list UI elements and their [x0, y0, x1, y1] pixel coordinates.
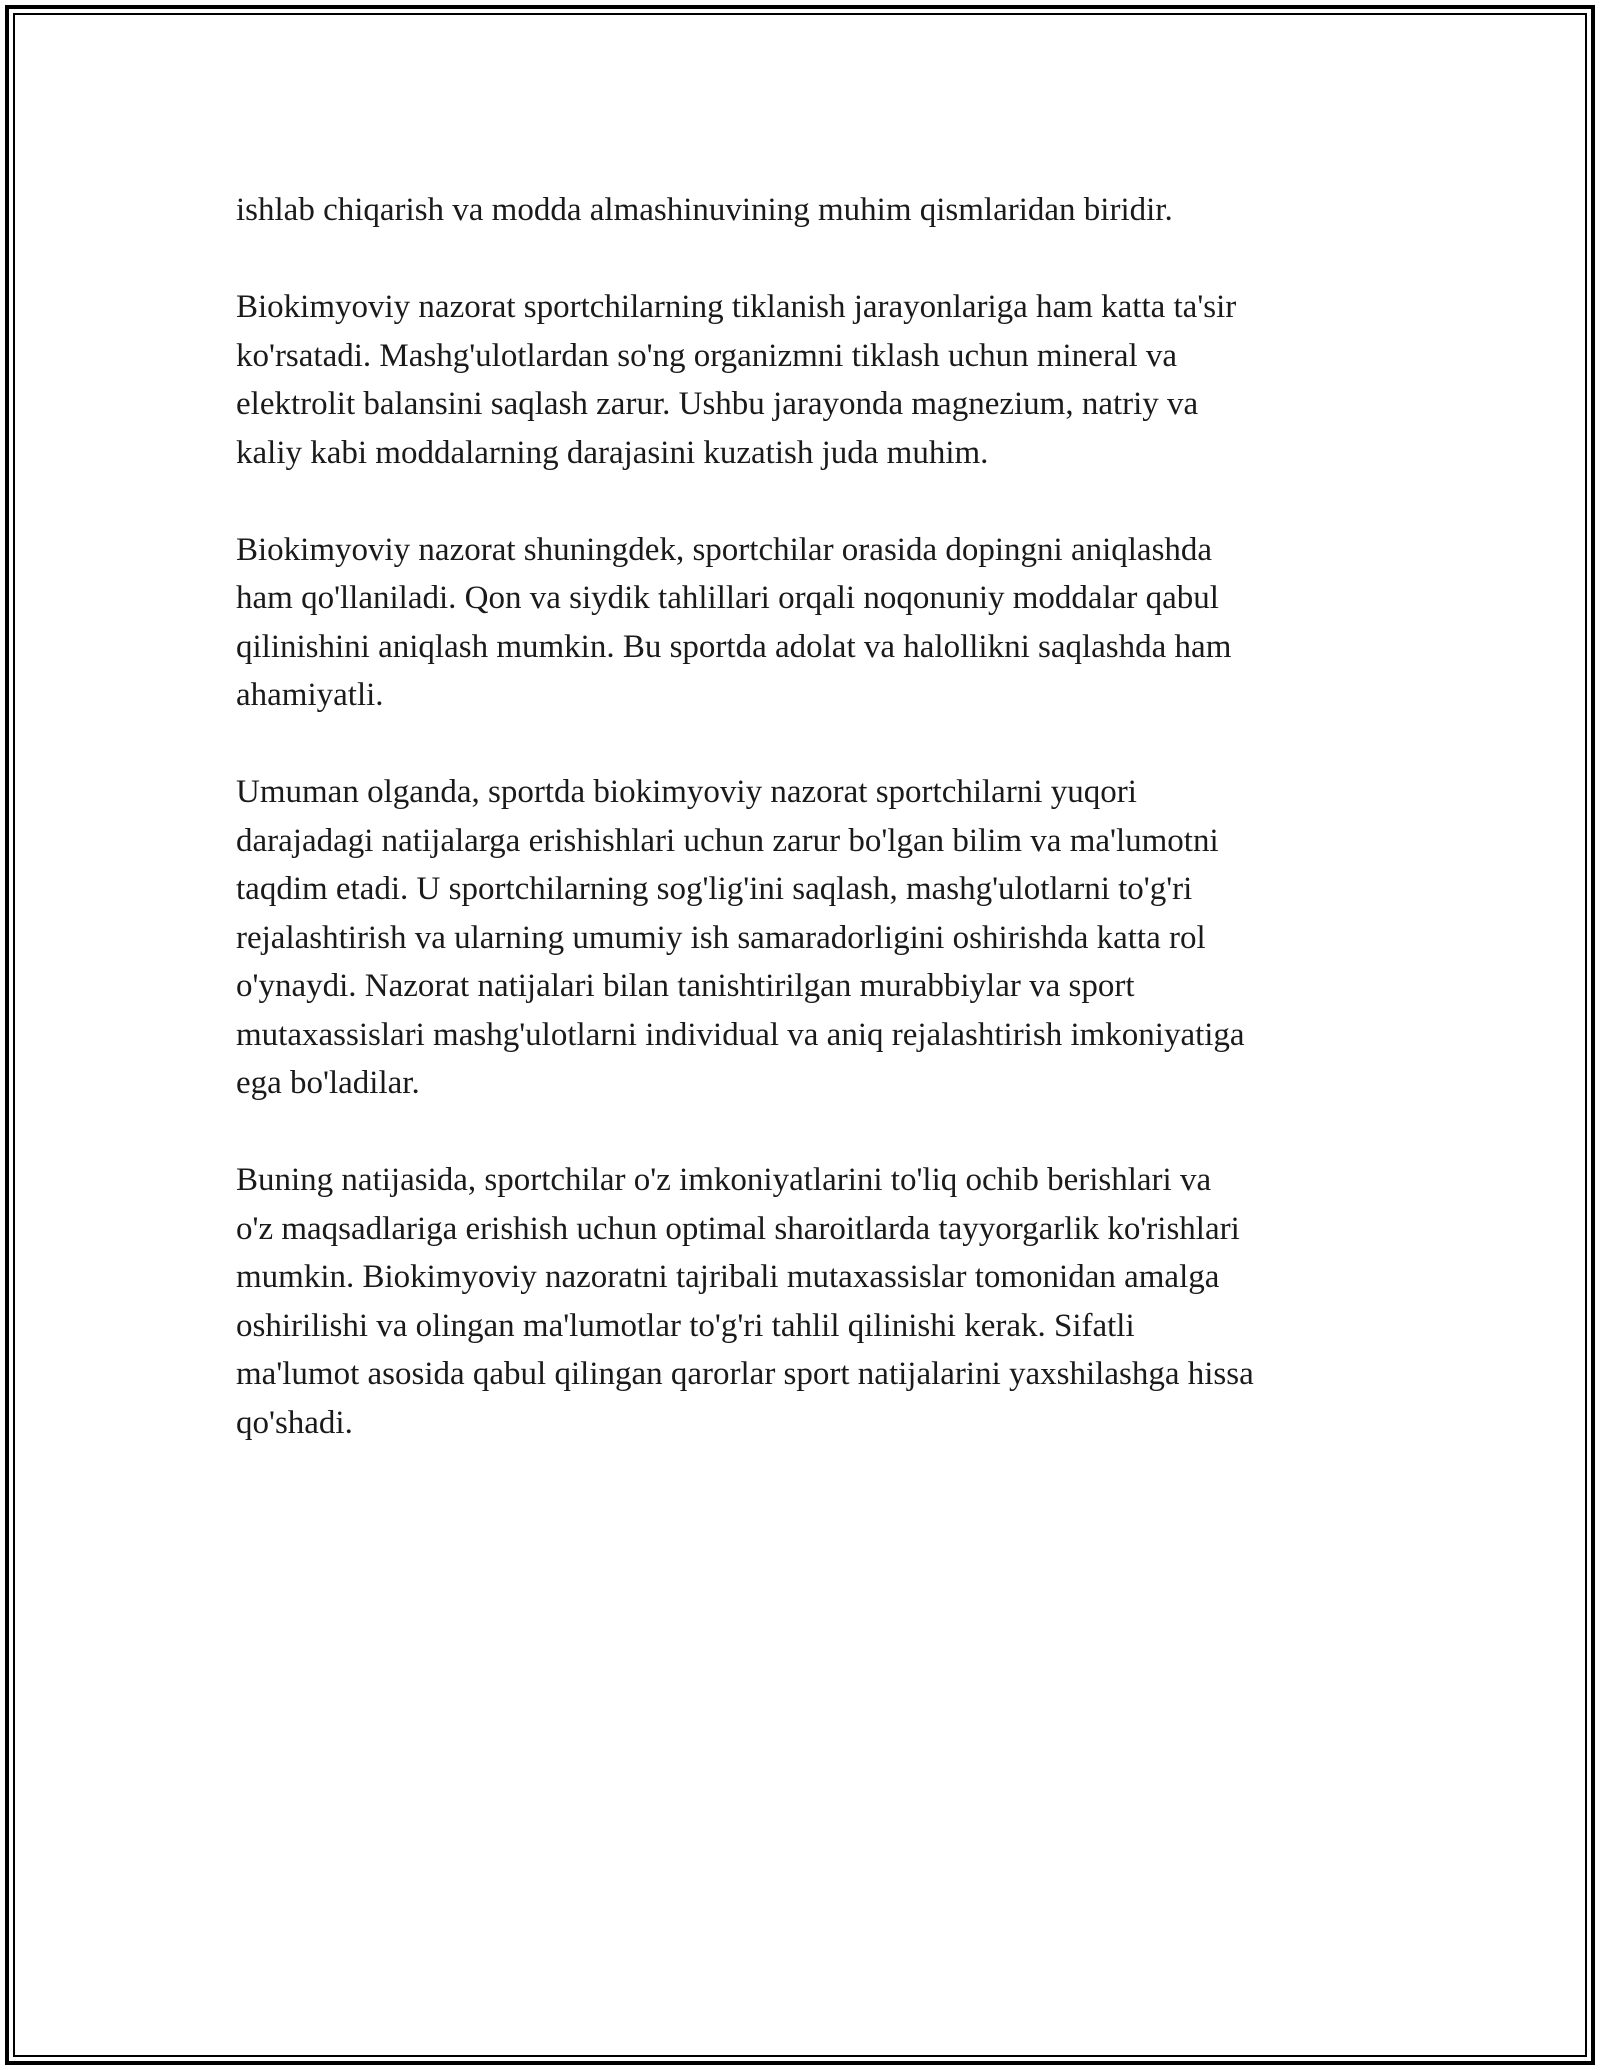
paragraph	[236, 768, 1386, 1108]
text-line: Buning natijasida, sportchilar o'z imkoniyatlarini to'liq ochib berishlari va	[236, 1162, 1212, 1198]
text-line: o'ynaydi. Nazorat natijalari bilan tanishtirilgan murabbiylar va sport	[236, 968, 1135, 1004]
text-line: ishlab chiqarish va modda almashinuvining muhim qismlaridan biridir.	[236, 192, 1173, 228]
text-line: qilinishini aniqlash mumkin. Bu sportda adolat va halollikni saqlashda ham	[236, 628, 1232, 665]
paragraph	[236, 283, 1386, 477]
text-line: rejalashtirish va ularning umumiy ish samaradorligini oshirishda katta rol	[236, 919, 1206, 956]
document-body	[236, 186, 1386, 1496]
text-line: ko'rsatadi. Mashg'ulotlardan so'ng organizmni tiklash uchun mineral va	[236, 337, 1178, 374]
text-line: mumkin. Biokimyoviy nazoratni tajribali mutaxassislar tomonidan amalga	[236, 1259, 1220, 1295]
text-line: ham qo'llaniladi. Qon va siydik tahlillari orqali noqonuniy moddalar qabul	[236, 580, 1219, 616]
text-line: taqdim etadi. U sportchilarning sog'lig'ini saqlash, mashg'ulotlarni to'g'ri	[236, 871, 1193, 907]
paragraph	[236, 526, 1386, 720]
paragraph	[236, 186, 1386, 235]
text-line: Biokimyoviy nazorat shuningdek, sportchilar orasida dopingni aniqlashda	[236, 531, 1213, 568]
text-line: mutaxassislari mashg'ulotlarni individual va aniq rejalashtirish imkoniyatiga	[236, 1016, 1245, 1053]
paragraph	[236, 1156, 1386, 1447]
text-line: darajadagi natijalarga erishishlari uchun zarur bo'lgan bilim va ma'lumotni	[236, 822, 1219, 859]
text-line: ega bo'ladilar.	[236, 1065, 420, 1101]
text-line: Biokimyoviy nazorat sportchilarning tiklanish jarayonlariga ham katta ta'sir	[236, 289, 1237, 325]
text-line: ahamiyatli.	[236, 677, 384, 713]
text-line: oshirilishi va olingan ma'lumotlar to'g'ri tahlil qilinishi kerak. Sifatli	[236, 1307, 1135, 1344]
text-line: elektrolit balansini saqlash zarur. Ushbu jarayonda magnezium, natriy va	[236, 386, 1199, 422]
text-line: ma'lumot asosida qabul qilingan qarorlar sport natijalarini yaxshilashga hissa	[236, 1356, 1254, 1392]
text-line: kaliy kabi moddalarning darajasini kuzatish juda muhim.	[236, 434, 989, 471]
text-line: Umuman olganda, sportda biokimyoviy nazorat sportchilarni yuqori	[236, 774, 1137, 810]
text-line: o'z maqsadlariga erishish uchun optimal sharoitlarda tayyorgarlik ko'rishlari	[236, 1210, 1240, 1247]
text-line: qo'shadi.	[236, 1404, 353, 1441]
